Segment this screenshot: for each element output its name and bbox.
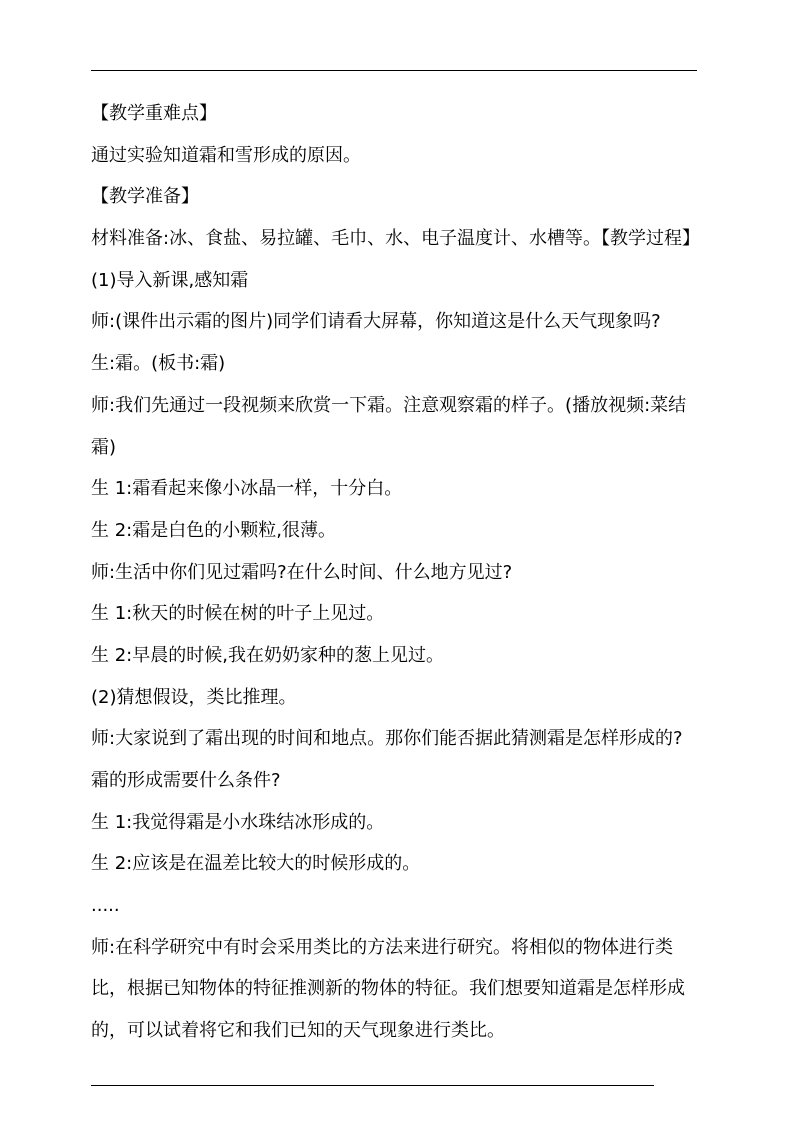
dialogue-line: 生 1:霜看起来像小冰晶一样，十分白。 — [91, 478, 403, 500]
dialogue-line: 霜) — [91, 436, 117, 458]
subsection-heading: (1)导入新课,感知霜 — [91, 269, 249, 291]
header-rule — [91, 70, 697, 71]
dialogue-line: 师:大家说到了霜出现的时间和地点。那你们能否据此猜测霜是怎样形成的? — [91, 728, 683, 750]
subsection-heading: (2)猜想假设，类比推理。 — [91, 686, 297, 708]
dialogue-line: 师:(课件出示霜的图片)同学们请看大屏幕，你知道这是什么天气现象吗? — [91, 311, 661, 333]
dialogue-line: 生:霜。(板书:霜) — [91, 353, 226, 375]
document-body — [91, 93, 711, 1052]
section-heading-key-points: 【教学重难点】 — [91, 103, 217, 124]
section-heading-preparation: 【教学准备】 — [91, 186, 199, 208]
dialogue-line: 生 1:我觉得霜是小水珠结冰形成的。 — [91, 811, 385, 833]
dialogue-line: 师:在科学研究中有时会采用类比的方法来进行研究。将相似的物体进行类 — [91, 936, 674, 958]
ellipsis-line: ..... — [91, 895, 120, 917]
dialogue-line: 比，根据已知物体的特征推测新的物体的特征。我们想要知道霜是怎样形成 — [91, 978, 685, 1000]
paragraph-line: 通过实验知道霜和雪形成的原因。 — [91, 144, 361, 166]
dialogue-line: 师:生活中你们见过霜吗?在什么时间、什么地方见过? — [91, 561, 513, 583]
paragraph-line: 材料准备:冰、食盐、易拉罐、毛巾、水、电子温度计、水槽等。【教学过程】 — [91, 228, 701, 250]
dialogue-line: 生 2:霜是白色的小颗粒,很薄。 — [91, 519, 336, 541]
dialogue-line: 生 2:应该是在温差比较大的时候形成的。 — [91, 853, 421, 875]
dialogue-line: 师:我们先通过一段视频来欣赏一下霜。注意观察霜的样子。(播放视频:菜结 — [91, 394, 687, 416]
dialogue-line: 霜的形成需要什么条件? — [91, 770, 281, 791]
dialogue-line: 生 2:早晨的时候,我在奶奶家种的葱上见过。 — [91, 644, 444, 666]
dialogue-line: 生 1:秋天的时候在树的叶子上见过。 — [91, 603, 385, 625]
footer-rule — [91, 1085, 654, 1086]
dialogue-line: 的，可以试着将它和我们已知的天气现象进行类比。 — [91, 1020, 505, 1042]
